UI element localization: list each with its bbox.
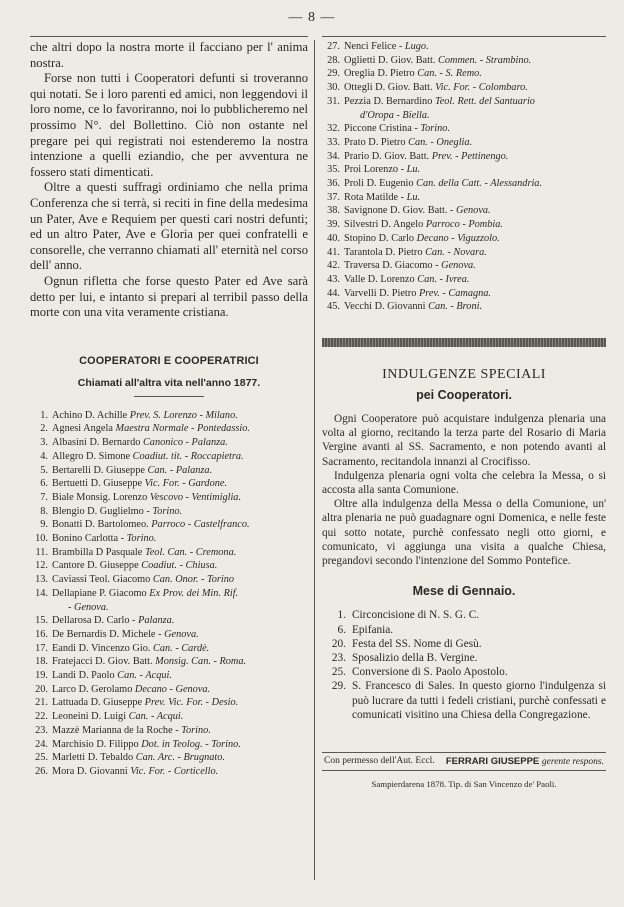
list-item-title-place: Lu. <box>406 164 421 176</box>
list-item-number: 7. <box>40 491 48 503</box>
list-item-name: Prario D. Giov. Batt. <box>344 150 432 162</box>
list-item-number: 45. <box>327 301 340 313</box>
list-item <box>30 601 308 615</box>
list-item-title-place: Coadiut. tit. - Roccapietra. <box>132 450 244 462</box>
list-item-number: 6. <box>40 478 48 490</box>
list-item <box>30 765 308 779</box>
list-item <box>30 587 308 601</box>
list-item <box>322 150 606 164</box>
list-item-number: 44. <box>327 287 340 299</box>
list-item-title-place: Can. Onor. - Torino <box>152 574 235 586</box>
printer-line: Sampierdarena 1878. Tip. di San Vincenzo de' Paoli. <box>371 778 557 789</box>
imprimatur-box <box>322 752 606 771</box>
feast-day: 23. <box>331 651 346 664</box>
list-item-name: Stopino D. Carlo <box>344 232 417 244</box>
list-item <box>30 477 308 491</box>
feast-item <box>322 608 606 622</box>
list-item-number: 21. <box>35 697 48 709</box>
list-item-title-place: Dot. in Teolog. - Torino. <box>141 738 241 750</box>
list-item-title-place: Can. - Cardè. <box>153 642 210 654</box>
decorative-band <box>322 338 606 347</box>
indulgences-title: INDULGENZE SPECIALI <box>382 367 546 383</box>
list-item-name: Lattuada D. Giuseppe <box>52 697 145 709</box>
list-item-name: Fratejacci D. Giov. Batt. <box>52 656 156 668</box>
list-item-name: Achino D. Achille <box>52 409 130 421</box>
list-item-name: Bertarelli D. Giuseppe <box>52 464 148 476</box>
list-item-number: 32. <box>327 123 340 135</box>
list-item-title-place: Prev. S. Lorenzo - Milano. <box>129 409 238 421</box>
manager-name: FERRARI GIUSEPPE <box>445 755 540 767</box>
list-item-number: 14. <box>35 587 48 599</box>
list-item-number: 35. <box>327 164 340 176</box>
list-item <box>322 54 606 68</box>
list-item-name: Mora D. Giovanni <box>52 765 131 777</box>
list-item-number: 33. <box>327 136 340 148</box>
deceased-list-right <box>322 40 606 314</box>
list-item-name: Agnesi Angela <box>52 423 116 435</box>
list-item-number: 18. <box>35 656 48 668</box>
list-item-name: Pezzia D. Bernardino <box>344 95 435 107</box>
list-item-number: 43. <box>327 273 340 285</box>
list-item-name: Bertuetti D. Giuseppe <box>52 478 145 490</box>
list-item-title-place: Can. - Oneglia. <box>408 136 473 148</box>
list-item-title-place: Decano - Viguzzolo. <box>416 232 500 244</box>
list-item-name: Marletti D. Tebaldo <box>52 752 136 764</box>
list-item <box>322 259 606 273</box>
list-item-name: Biale Monsig. Lorenzo <box>52 491 150 503</box>
list-item-number: 24. <box>35 738 48 750</box>
list-item-name: Ottegli D. Giov. Batt. <box>344 82 436 94</box>
list-item-title-place: Prev. - Pettinengo. <box>431 150 509 162</box>
column-divider <box>314 40 315 880</box>
list-item <box>30 696 308 710</box>
list-item <box>322 218 606 232</box>
feast-text: Conversione di S. Paolo Apostolo. <box>352 666 508 679</box>
list-item-title-place: Can. - Acqui. <box>117 670 172 682</box>
feast-day: 1. <box>337 609 346 622</box>
list-item <box>322 136 606 150</box>
list-item <box>322 40 606 54</box>
list-item-number: 20. <box>35 683 48 695</box>
page-number: — 8 — <box>288 10 336 25</box>
list-item-title-place: Can. Arc. - Brugnato. <box>135 752 225 764</box>
list-item <box>322 204 606 218</box>
list-item <box>322 273 606 287</box>
paragraph-reflection: Ognun rifletta che forse questo Pater ed Ave sarà detto per lui, e intanto si prepari al terribil passo della morte con una vita veramente cristiana. <box>30 273 308 320</box>
list-item-number: 42. <box>327 260 340 272</box>
indulgence-paragraph-mass: Indulgenza plenaria ogni volta che celebra la Messa, o si accosta alla santa Comunione. <box>322 469 606 497</box>
manager-role: gerente respons. <box>541 756 604 767</box>
list-item-name: Traversa D. Giacomo - <box>344 260 442 272</box>
list-item <box>322 163 606 177</box>
list-item-title-place: Can. della Catt. - Alessandria. <box>416 178 543 190</box>
deceased-list-left <box>30 409 308 779</box>
list-item-number: 15. <box>35 615 48 627</box>
list-item-title-place: Vic. For. - Gardone. <box>144 478 228 490</box>
list-item-title-place: Lu. <box>406 191 421 203</box>
list-item-name: Oglietti D. Giov. Batt. <box>344 54 438 66</box>
list-item-number: 40. <box>327 232 340 244</box>
top-rule-right <box>322 36 606 37</box>
list-item-number: 22. <box>35 711 48 723</box>
feast-item <box>322 679 606 722</box>
list-item-name: Bonino Carlotta - <box>52 533 127 545</box>
feast-text: Circoncisione di N. S. G. C. <box>352 609 480 622</box>
list-item-name: Marchisio D. Filippo <box>52 738 142 750</box>
manager-credit <box>446 756 604 767</box>
feast-item <box>322 637 606 651</box>
list-item <box>30 422 308 436</box>
list-item <box>322 122 606 136</box>
list-item <box>30 573 308 587</box>
indulgence-paragraph-rosary: Ogni Cooperatore può acquistare indulgenza plenaria una volta al giorno, recitando la terza parte del Rosario di Maria Vergine avanti al SS. Sacramento, e non potendo avanti al Sacramento, recitandola innanzi al Crocifisso. <box>322 413 606 468</box>
list-item-name: Blengio D. Guglielmo - <box>52 505 153 517</box>
list-item-name: Dellarosa D. Carlo - <box>52 615 139 627</box>
list-item-name: Larco D. Gerolamo <box>52 683 135 695</box>
indulgences-subtitle: pei Cooperatori. <box>416 388 512 403</box>
suffrages-text: Oltre a questi suffragi ordiniamo che nella prima Conferenza che si terrà, si reciti in fine della medesima un Pater, Ave e Requiem per questi cari nostri defunti; ed un altro Pater, Ave e Gloria per quei confratelli e consorelle, che verranno chiamati all' eternità nel corso dell' anno. <box>30 180 308 273</box>
list-item <box>322 232 606 246</box>
list-item <box>30 655 308 669</box>
list-item-name: Mazzè Marianna de la Roche - <box>52 724 182 736</box>
list-item-number: 30. <box>327 82 340 94</box>
list-item <box>30 559 308 573</box>
list-item-title-place: Decano - Genova. <box>134 683 211 695</box>
list-item-name: Allegro D. Simone <box>52 450 133 462</box>
feast-day: 6. <box>337 623 346 636</box>
list-item <box>30 546 308 560</box>
list-item-title-place: Can. - Broni. <box>428 301 483 313</box>
feast-text: Festa del SS. Nome di Gesù. <box>352 637 482 650</box>
list-item-title-place: Vic. For. - Corticello. <box>130 765 219 777</box>
list-item-name: Brambilla D Pasquale <box>52 546 145 558</box>
list-item <box>322 300 606 314</box>
list-item <box>30 491 308 505</box>
list-item-number: 13. <box>35 574 48 586</box>
list-item-title-place: Teol. Rett. del Santuario <box>434 95 535 107</box>
feast-day: 25. <box>331 666 346 679</box>
list-item-title-place: Torino. <box>181 724 211 736</box>
list-item <box>30 669 308 683</box>
list-item <box>30 683 308 697</box>
list-item-number: 39. <box>327 219 340 231</box>
list-item <box>322 109 606 123</box>
list-item-name: Landi D. Paolo <box>52 670 118 682</box>
list-item-number: 34. <box>327 150 340 162</box>
list-item-name: Caviassi Teol. Giacomo <box>52 574 153 586</box>
paragraph-intro: che altri dopo la nostra morte il facciano per l' anima nostra. <box>30 40 308 70</box>
list-item-title-place: Can. - Acqui. <box>128 711 184 723</box>
list-item-number: 3. <box>40 437 48 449</box>
feast-day: 20. <box>331 637 346 650</box>
list-item-title-place: Monsig. Can. - Roma. <box>155 656 247 668</box>
list-item-number: 10. <box>35 533 48 545</box>
feast-list <box>322 608 606 722</box>
list-item-name: Prato D. Pietro <box>344 136 409 148</box>
list-item <box>30 464 308 478</box>
list-item-name: Tarantola D. Pietro <box>344 246 426 258</box>
list-item-number: 41. <box>327 246 340 258</box>
list-item-number: 5. <box>40 464 48 476</box>
list-item-number: 4. <box>40 450 48 462</box>
month-title: Mese di Gennaio. <box>412 584 516 599</box>
section-title: COOPERATORI E COOPERATRICI <box>79 354 259 367</box>
feast-day: 29. <box>331 680 346 693</box>
list-item-number: 29. <box>327 68 340 80</box>
list-item-name: Cantore D. Giuseppe <box>52 560 142 572</box>
list-item-name: Albasini D. Bernardo <box>52 437 143 449</box>
list-item-name: Vecchi D. Giovanni <box>344 301 429 313</box>
list-item <box>30 642 308 656</box>
list-item <box>322 95 606 109</box>
list-item-title-place: Ex Prov. dei Min. Rif. <box>149 587 239 599</box>
list-item-number: 9. <box>40 519 48 531</box>
list-item-number: 11. <box>35 546 48 558</box>
list-item-title-place: Teol. Can. - Cremona. <box>144 546 237 558</box>
list-item-title-place: Vescovo - Ventimiglia. <box>149 491 242 503</box>
list-item-name: Leoneini D. Luigi <box>52 711 129 723</box>
list-item-name: Proi Lorenzo - <box>344 164 407 176</box>
list-item-title-place: Can. - Novara. <box>425 246 487 258</box>
list-item <box>322 81 606 95</box>
list-item-title-place: Canonico - Palanza. <box>142 437 228 449</box>
list-item-name: Nenci Felice - <box>344 41 405 52</box>
list-item-name: Rota Matilde - <box>344 191 407 203</box>
feast-item <box>322 623 606 637</box>
list-item-title-place: Torino. <box>152 505 183 517</box>
list-item <box>322 177 606 191</box>
list-item-number: 1. <box>40 409 48 421</box>
list-item <box>30 409 308 423</box>
list-item-title-place: d'Oropa - Biella. <box>360 109 430 121</box>
list-item-name: Oreglia D. Pietro <box>344 68 418 80</box>
list-item-name: Bonatti D. Bartolomeo. <box>52 519 152 531</box>
list-item-title-place: Genova. <box>456 205 491 217</box>
top-rule-left <box>30 36 308 37</box>
list-item-name: Proli D. Eugenio <box>344 178 417 190</box>
list-item-name: Piccone Cristina - <box>344 123 421 135</box>
list-item-title-place: Can. - Ivrea. <box>417 273 470 285</box>
list-item-title-place: Vic. For. - Colombaro. <box>435 82 528 94</box>
list-item-number: 17. <box>35 642 48 654</box>
list-item-title-place: Can. - S. Remo. <box>417 68 482 80</box>
list-item-number: 38. <box>327 205 340 217</box>
list-item-number: 28. <box>327 54 340 66</box>
list-item <box>30 505 308 519</box>
feast-text: S. Francesco di Sales. In questo giorno l'indulgenza si può lucrare da tutti i fedeli cristiani, purchè confessati e comunicati visitino una Chiesa della Congregazione. <box>352 680 606 721</box>
list-item-number: 2. <box>40 423 48 435</box>
list-item-number: 25. <box>35 752 48 764</box>
list-item <box>322 246 606 260</box>
list-item-title-place: Lugo. <box>404 41 429 52</box>
list-item <box>30 738 308 752</box>
list-item-title-place: Torino. <box>126 533 157 545</box>
list-item-number: 23. <box>35 724 48 736</box>
list-item-name: Valle D. Lorenzo <box>344 273 418 285</box>
list-item <box>30 518 308 532</box>
list-item <box>322 191 606 205</box>
list-item-name: Varvelli D. Pietro <box>344 287 419 299</box>
section-subtitle: Chiamati all'altra vita nell'anno 1877. <box>77 376 261 389</box>
list-item-title-place: Commen. - Strambino. <box>438 54 532 66</box>
list-item-number: 16. <box>35 628 48 640</box>
list-item <box>30 532 308 546</box>
list-item-name: Silvestri D. Angelo <box>344 219 426 231</box>
list-item <box>30 628 308 642</box>
list-item-name: Savignone D. Giov. Batt. - <box>344 205 457 217</box>
list-item <box>30 614 308 628</box>
list-item-number: 31. <box>327 95 340 107</box>
list-item-title-place: Prev. Vic. For. - Desio. <box>144 697 239 709</box>
list-item <box>30 436 308 450</box>
left-column <box>30 40 308 779</box>
list-item-title-place: Parroco - Pombia. <box>425 219 503 231</box>
list-item-name: De Bernardis D. Michele - <box>52 628 165 640</box>
list-item-number: 12. <box>35 560 48 572</box>
list-item <box>30 724 308 738</box>
list-item-title-place: Maestra Normale - Pontedassio. <box>115 423 250 435</box>
list-item-title-place: - Genova. <box>68 601 109 613</box>
list-item-number: 8. <box>40 505 48 517</box>
list-item-number: 37. <box>327 191 340 203</box>
list-item-title-place: Palanza. <box>138 615 175 627</box>
list-item-title-place: Coadiut. - Chiusa. <box>141 560 218 572</box>
list-item-title-place: Torino. <box>420 123 451 135</box>
list-item-title-place: Genova. <box>164 628 199 640</box>
paragraph-missing-names: Forse non tutti i Cooperatori defunti si troveranno qui notati. Se i loro parenti ed amici, non leggendovi il loro nome, ce lo favoriranno, noi lo pubblicheremo nel prossimo N°. del Bollettino. Ciò non ostante nel pregare pei qui registrati noi estenderemo la nostra intenzione a quelli eziandio, che per avventura ne fossero stati dimenticati. <box>30 71 308 179</box>
right-column <box>322 40 606 789</box>
feast-text: Sposalizio della B. Vergine. <box>352 651 478 664</box>
list-item-number: 27. <box>327 41 340 52</box>
list-item-name: Dellapiane P. Giacomo <box>52 587 150 599</box>
list-item <box>322 67 606 81</box>
list-item-title-place: Can. - Palanza. <box>147 464 213 476</box>
list-item-name: Eandi D. Vincenzo Gio. <box>52 642 153 654</box>
list-item <box>30 450 308 464</box>
list-item-title-place: Parroco - Castelfranco. <box>151 519 250 531</box>
list-item-title-place: Prev. - Camagna. <box>418 287 492 299</box>
imprimatur-text: Con permesso dell'Aut. Eccl. <box>324 756 435 767</box>
list-item-number: 36. <box>327 178 340 190</box>
feast-text: Epifania. <box>352 623 394 636</box>
list-item <box>322 287 606 301</box>
list-item <box>30 751 308 765</box>
list-item <box>30 710 308 724</box>
list-item-number: 19. <box>35 670 48 682</box>
paragraph-suffrages <box>30 180 308 274</box>
list-item-number: 26. <box>35 765 48 777</box>
list-item-title-place: Genova. <box>441 260 476 272</box>
indulgence-paragraph-sundays: Oltre alla indulgenza della Messa o della Comunione, un' altra plenaria ne può guadagnare ogni Domenica, e nelle feste qui sotto notate, purchè confessato negli otto giorni, e comunicato, vi aggiunga una visita a qualche Chiesa, pregandovi secondo l'intenzione del Sommo Pontefice. <box>322 498 606 568</box>
feast-item <box>322 665 606 679</box>
feast-item <box>322 651 606 665</box>
